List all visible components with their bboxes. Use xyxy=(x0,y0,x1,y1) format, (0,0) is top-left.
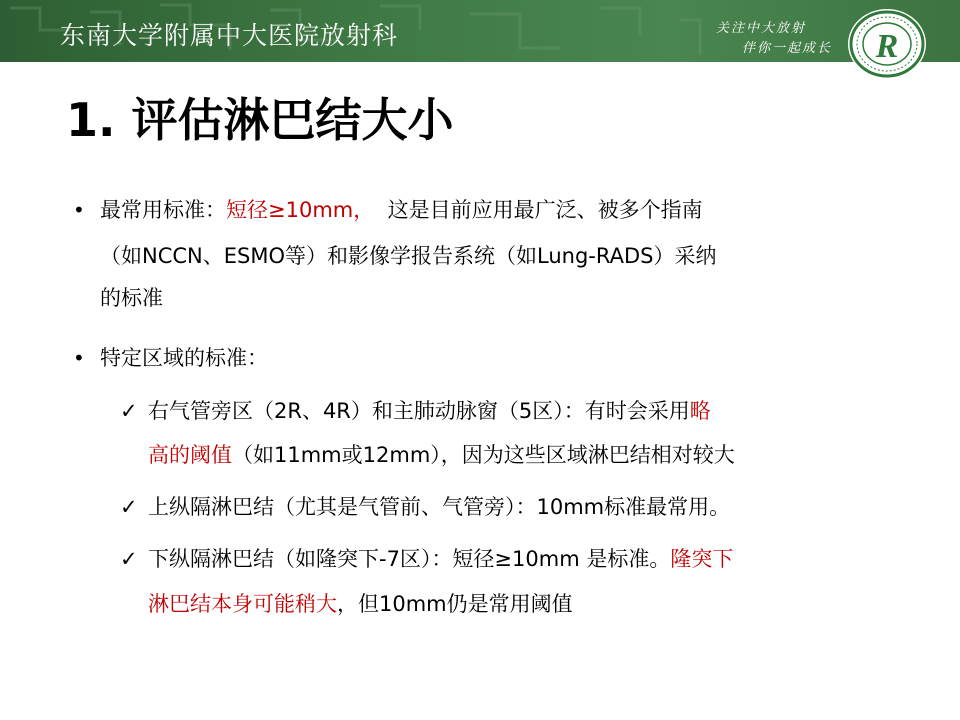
text-segment: 的标准 xyxy=(100,286,163,310)
text-segment: 最常用标准： xyxy=(100,198,226,222)
check-icon: ✓ xyxy=(120,547,138,571)
emphasis-text: 略 xyxy=(689,399,711,423)
check-icon: ✓ xyxy=(120,495,138,519)
sub-bullet-3-line-1 xyxy=(148,536,733,582)
text-segment: 下纵隔淋巴结（如隆突下-7区）：短径≥10mm 是标准。 xyxy=(148,547,671,571)
sub-bullet-2-line-1 xyxy=(148,484,730,530)
logo-letter: R xyxy=(875,28,899,65)
bullet-1-line-1 xyxy=(100,187,703,233)
sub-bullet-1-line-2 xyxy=(148,432,735,478)
bullet-marker: • xyxy=(73,198,85,222)
header-banner xyxy=(0,0,960,62)
text-segment: 这是目前应用最广泛、被多个指南 xyxy=(374,198,703,222)
text-segment: 特定区域的标准： xyxy=(100,346,268,370)
bullet-marker: • xyxy=(73,346,85,370)
check-icon: ✓ xyxy=(120,399,138,423)
department-name: 东南大学附属中大医院放射科 xyxy=(60,21,399,50)
emphasis-text: 短径≥10mm， xyxy=(226,198,375,222)
text-segment: （如11mm或12mm），因为这些区域淋巴结相对较大 xyxy=(232,443,735,467)
text-segment: 上纵隔淋巴结（尤其是气管前、气管旁）：10mm标准最常用。 xyxy=(148,495,731,519)
sub-bullet-3-line-2 xyxy=(148,581,573,627)
slide-title: 1. 评估淋巴结大小 xyxy=(66,93,454,147)
bullet-1-line-3 xyxy=(100,275,163,321)
emphasis-text: 高的阈值 xyxy=(148,443,232,467)
text-segment: 右气管旁区（2R、4R）和主肺动脉窗（5区）：有时会采用 xyxy=(148,399,690,423)
slogan-line2: 伴你一起成长 xyxy=(742,41,833,56)
hospital-logo xyxy=(846,8,928,82)
emphasis-text: 隆突下 xyxy=(670,547,734,571)
text-segment: （如NCCN、ESMO等）和影像学报告系统（如Lung-RADS）采纳 xyxy=(100,244,717,268)
sub-bullet-1-line-1 xyxy=(148,388,711,434)
emphasis-text: 淋巴结本身可能稍大 xyxy=(148,592,337,616)
bullet-1-line-2 xyxy=(100,233,716,279)
slogan-line1: 关注中大放射 xyxy=(716,21,807,36)
bullet-2-line-1 xyxy=(100,335,268,381)
text-segment: ，但10mm仍是常用阈值 xyxy=(337,592,573,616)
